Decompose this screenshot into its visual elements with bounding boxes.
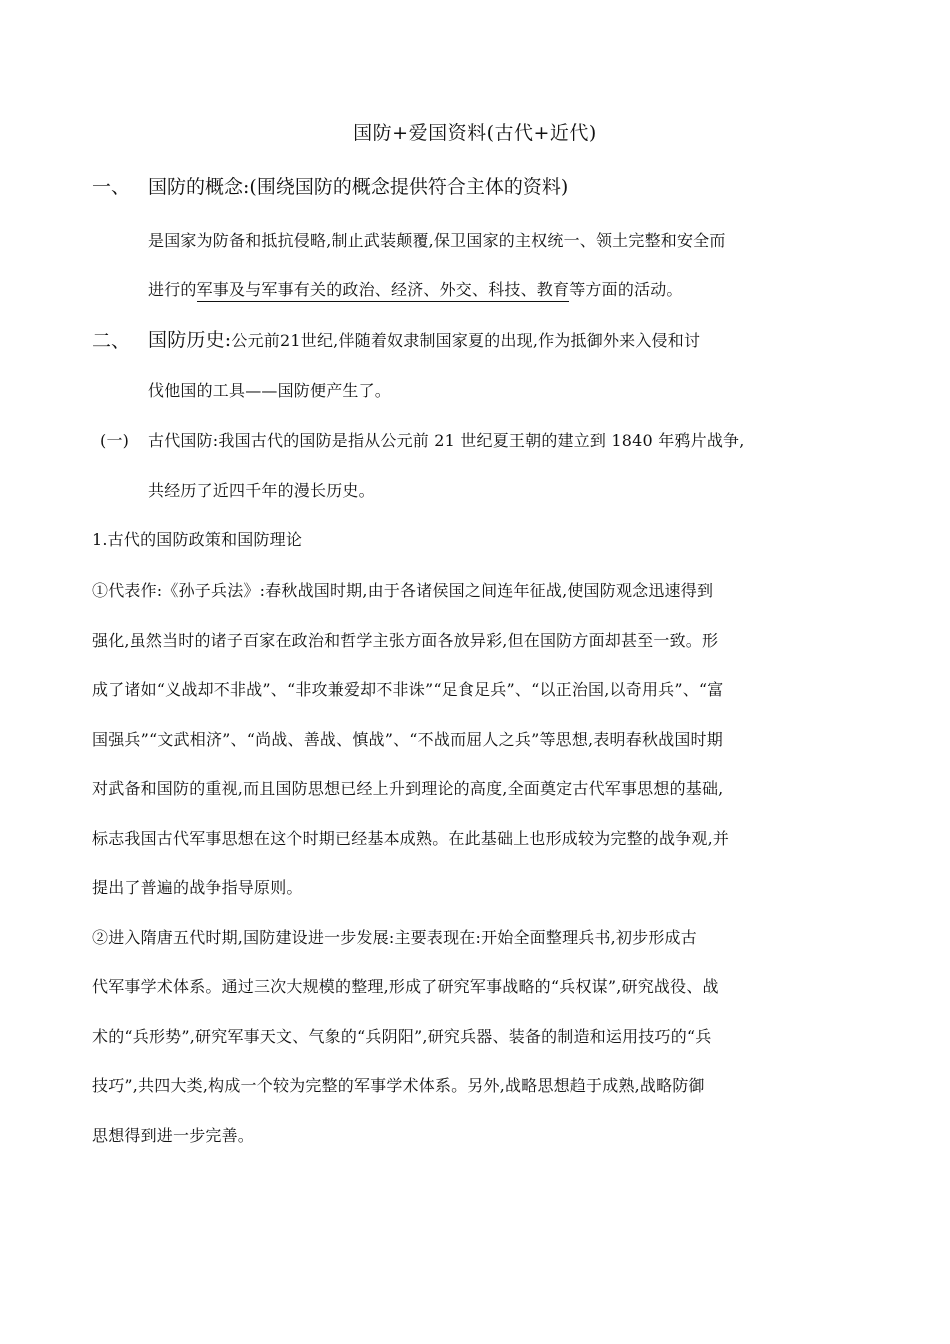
- section1-underlined-text: 军事及与军事有关的政治、经济、外交、科技、教育: [197, 280, 570, 302]
- para2-line: 思想得到进一步完善。: [92, 1126, 255, 1145]
- para1-line: 标志我国古代军事思想在这个时期已经基本成熟。在此基础上也形成较为完整的战争观,并: [92, 829, 730, 848]
- section2-number: 二、: [92, 330, 131, 352]
- section1-line2-post: 等方面的活动。: [569, 280, 683, 299]
- section2-line1-rest: 公元前21世纪,伴随着奴隶制国家夏的出现,作为抵御外来入侵和讨: [231, 331, 701, 350]
- section2-heading: 国防历史:: [148, 329, 232, 351]
- para1-line: 国强兵”“文武相济”、“尚战、善战、慎战”、“不战而屈人之兵”等思想,表明春秋战国时期: [92, 730, 723, 749]
- para1-line: 强化,虽然当时的诸子百家在政治和哲学主张方面各放异彩,但在国防方面却甚至一致。形: [92, 631, 719, 650]
- document-title: 国防+爱国资料(古代+近代): [353, 122, 597, 144]
- sub1-line2: 共经历了近四千年的漫长历史。: [148, 481, 375, 500]
- sub1-line1: 古代国防:我国古代的国防是指从公元前 21 世纪夏王朝的建立到 1840 年鸦片战争,: [148, 431, 745, 450]
- para1-line: ①代表作:《孙子兵法》:春秋战国时期,由于各诸侯国之间连年征战,使国防观念迅速得到: [92, 581, 714, 600]
- para1-line: 对武备和国防的重视,而且国防思想已经上升到理论的高度,全面奠定古代军事思想的基础,: [92, 779, 724, 798]
- item1-heading: 1.古代的国防政策和国防理论: [92, 530, 303, 549]
- section1-heading: 国防的概念:(围绕国防的概念提供符合主体的资料): [148, 176, 569, 198]
- section1-line2-pre: 进行的: [148, 280, 197, 299]
- sub1-label: (一): [100, 431, 130, 450]
- section1-line2: [148, 277, 683, 300]
- section1-number: 一、: [92, 176, 131, 198]
- para2-line: ②进入隋唐五代时期,国防建设进一步发展:主要表现在:开始全面整理兵书,初步形成古: [92, 928, 697, 947]
- para2-line: 术的“兵形势”,研究军事天文、气象的“兵阴阳”,研究兵器、装备的制造和运用技巧的“兵: [92, 1027, 712, 1046]
- section1-line1: 是国家为防备和抵抗侵略,制止武装颠覆,保卫国家的主权统一、领土完整和安全而: [148, 231, 726, 250]
- para2-line: 技巧”,共四大类,构成一个较为完整的军事学术体系。另外,战略思想趋于成熟,战略防御: [92, 1076, 705, 1095]
- section2-line1: [148, 325, 700, 352]
- para2-line: 代军事学术体系。通过三次大规模的整理,形成了研究军事战略的“兵权谋”,研究战役、战: [92, 977, 719, 996]
- para1-line: 提出了普遍的战争指导原则。: [92, 878, 303, 897]
- para1-line: 成了诸如“义战却不非战”、“非攻兼爱却不非诛”“足食足兵”、“以正治国,以奇用兵”、“富: [92, 680, 724, 699]
- section2-line2: 伐他国的工具——国防便产生了。: [148, 381, 392, 400]
